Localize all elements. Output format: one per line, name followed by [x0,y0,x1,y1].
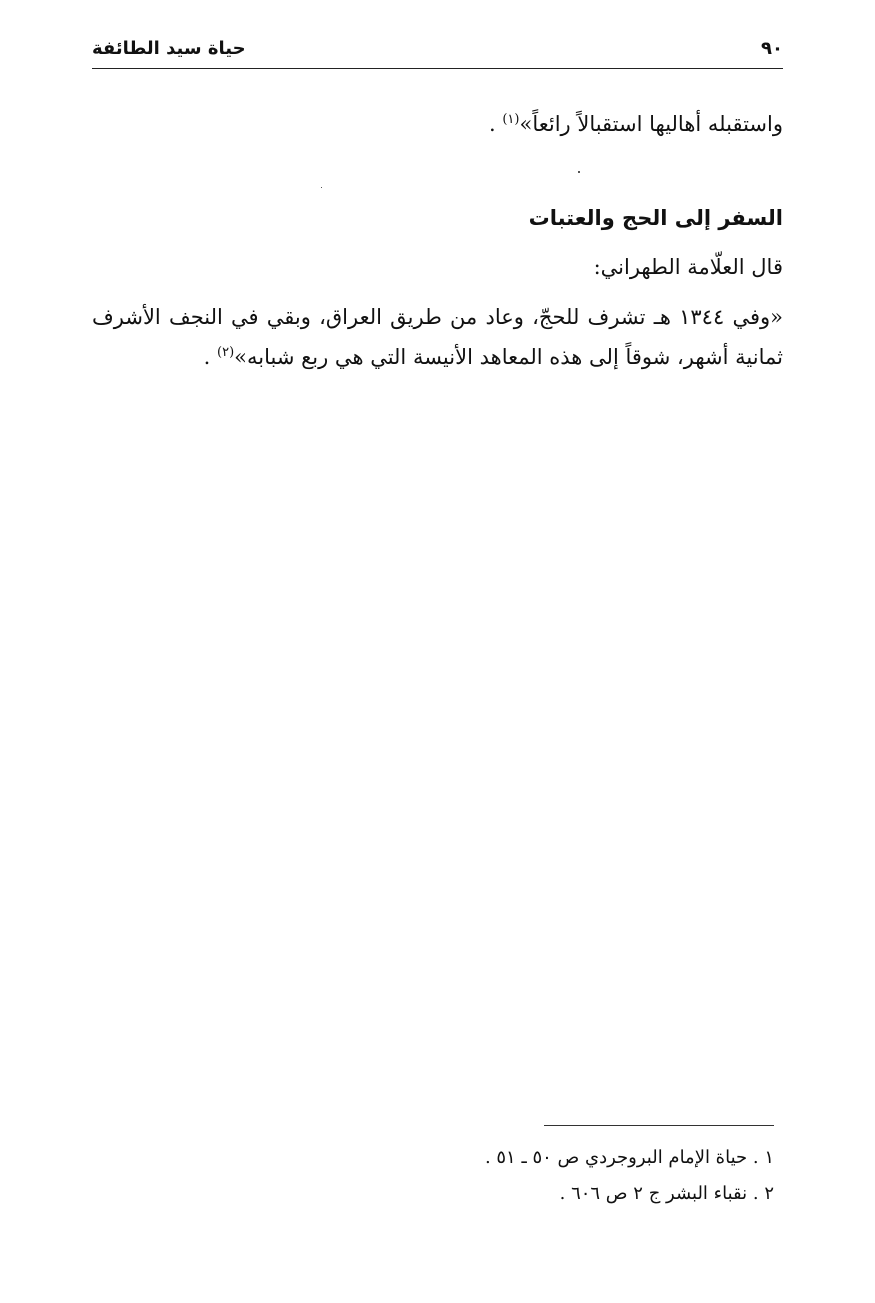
footnote-1: ١ . حياة الإمام البروجردي ص ٥٠ ـ ٥١ . [484,1147,774,1168]
footnote-reference-2: (٢) [217,345,235,360]
intro-line: قال العلّامة الطهراني: [593,255,783,279]
footnote-separator [544,1125,774,1126]
footnotes [92,1140,774,1212]
quotation-end-mark: . [203,345,211,369]
paragraph-end-mark: . [488,112,496,136]
body-paragraph [92,104,783,144]
print-speck [321,187,322,188]
page-number: ٩٠ [761,38,783,59]
footnote-2: ٢ . نقباء البشر ج ٢ ص ٦٠٦ . [559,1183,774,1204]
footnote-reference-1: (١) [502,112,520,127]
running-title: حياة سيد الطائفة [92,38,246,59]
print-speck [578,171,580,173]
page-header [92,34,783,69]
quotation-text: «وفي ١٣٤٤ هـ تشرف للحجّ، وعاد من طريق العراق، وبقي في النجف الأشرف ثمانية أشهر، شوقاً إلى هذه المعاهد الأنيسة التي هي ربع شبابه» [92,305,783,369]
paragraph-text: واستقبله أهاليها استقبالاً رائعاً» [519,112,783,136]
section-heading: السفر إلى الحج والعتبات [528,206,783,230]
quotation-paragraph [92,297,783,377]
